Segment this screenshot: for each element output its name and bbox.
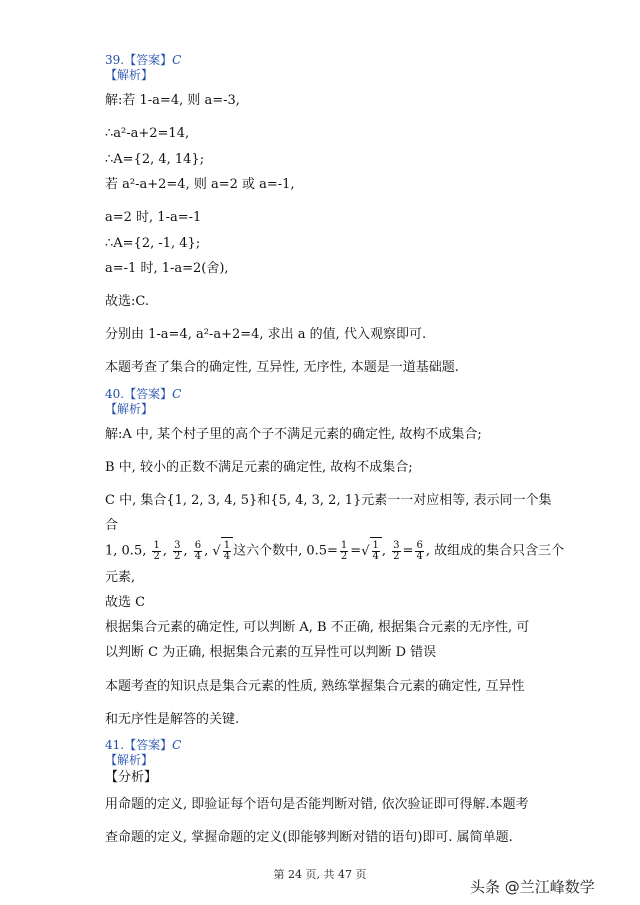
sqrt: √ $\frac{1}{4}$ [361, 537, 382, 565]
fraction: $\frac{3}{2}$ [174, 539, 181, 562]
q39-answer-tag: 【答案】 [124, 53, 173, 67]
q40-answer-line [105, 386, 181, 402]
q39-line-3: ∴A={2, 4, 14}; [105, 152, 205, 167]
q40-line5-suffix: , 故组成的集合只含三个 [425, 543, 565, 559]
q39-line-8: 故选:C. [105, 294, 149, 309]
sqrt: √ $\frac{1}{4}$ [212, 537, 233, 565]
q41-line-2: 查命题的定义, 掌握命题的定义(即能够判断对错的语句)即可. 属简单题. [105, 830, 513, 845]
q41-line-1: 用命题的定义, 即验证每个语句是否能判断对错, 依次验证即可得解.本题考 [105, 797, 529, 812]
q39-line-4: 若 a²-a+2=4, 则 a=2 或 a=-1, [105, 177, 295, 192]
q39-line-7: a=-1 时, 1-a=2(舍), [105, 261, 229, 276]
q39-line-1: 解:若 1-a=4, 则 a=-3, [105, 93, 240, 108]
fraction: $\frac{1}{2}$ [340, 539, 348, 562]
q40-line-10: 本题考查的知识点是集合元素的性质, 熟练掌握集合元素的确定性, 互异性 [105, 679, 525, 694]
q40-number: 40. [105, 387, 125, 401]
q39-answer: C [172, 53, 182, 67]
q40-line-2: B 中, 较小的正数不满足元素的确定性, 故构不成集合; [105, 460, 413, 475]
q39-number: 39. [105, 53, 125, 67]
equals-sign: = [402, 543, 414, 559]
equals-sign: = [350, 543, 362, 559]
fraction: $\frac{6}{4}$ [416, 539, 423, 562]
q39-line-2: ∴a²-a+2=14, [105, 126, 190, 141]
q40-answer-tag: 【答案】 [124, 387, 173, 401]
q40-line-4: 合 [105, 518, 119, 533]
q40-line-7: 故选 C [105, 595, 146, 610]
q41-answer: C [172, 738, 182, 752]
watermark: 头条 @兰江峰数学 [470, 878, 595, 896]
q41-analysis-tag: 【解析】 [105, 753, 154, 767]
q40-line-11: 和无序性是解答的关键. [105, 712, 240, 727]
q40-line-3: C 中, 集合{1, 2, 3, 4, 5}和{5, 4, 3, 2, 1}元素一一对应相等, 表示同一个集 [105, 493, 552, 508]
q39-line-10: 本题考查了集合的确定性, 互异性, 无序性, 本题是一道基础题. [105, 360, 459, 375]
q41-answer-tag: 【答案】 [124, 738, 173, 752]
q40-line-8: 根据集合元素的确定性, 可以判断 A, B 不正确, 根据集合元素的无序性, 可 [105, 620, 530, 635]
q39-line-6: ∴A={2, -1, 4}; [105, 236, 201, 251]
q40-line-6: 元素, [105, 570, 136, 585]
q41-answer-line [105, 737, 181, 753]
q40-line-1: 解:A 中, 某个村子里的高个子不满足元素的确定性, 故构不成集合; [105, 427, 482, 442]
q40-answer: C [172, 387, 182, 401]
q41-number: 41. [105, 738, 125, 752]
fraction: $\frac{1}{2}$ [153, 539, 160, 562]
comma: , [381, 543, 387, 559]
q40-line5-prefix: 1, 0.5, [105, 543, 147, 559]
q40-line-9: 以判断 C 为正确, 根据集合元素的互异性可以判断 D 错误 [105, 645, 437, 660]
q39-line-9: 分别由 1-a=4, a²-a+2=4, 求出 a 的值, 代入观察即可. [105, 327, 427, 342]
q39-analysis-tag: 【解析】 [105, 68, 154, 82]
q39-answer-line [105, 52, 181, 68]
page-footer: 第 24 页, 共 47 页 [273, 868, 367, 881]
fraction: $\frac{3}{2}$ [393, 539, 400, 562]
q39-line-5: a=2 时, 1-a=-1 [105, 210, 202, 225]
q40-line-5: 1, 0.5, $\frac{1}{2}$ , $\frac{3}{2}$ , $\frac{6}{4}$ , √ $\frac{1}{4}$ 这六个数中, 0.5= $\frac{1}{2}$ =√ $\frac{1}{4}$ , $\frac{3}{2}$ = $\frac{6}{4}$ , 故组成的集合只含三个 [105, 537, 564, 565]
q41-fenxi-heading: 【分析】 [105, 770, 158, 785]
q40-analysis-tag: 【解析】 [105, 402, 154, 416]
q40-line5-mid: 这六个数中, 0.5= [233, 543, 338, 559]
fraction: $\frac{6}{4}$ [194, 539, 202, 562]
